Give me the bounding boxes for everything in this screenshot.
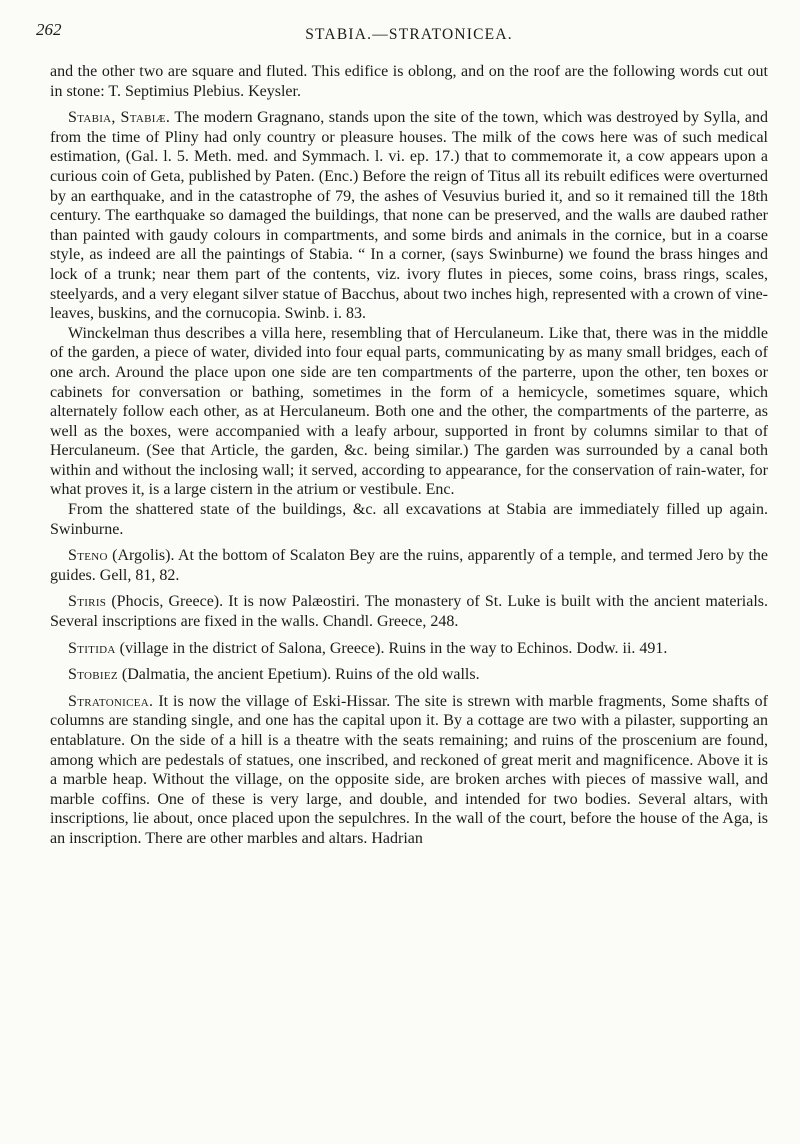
entry-text: (Dalmatia, the ancient Epetium). Ruins of the old walls. [117,666,480,684]
entry-text: (Argolis). At the bottom of Scalaton Bey are the ruins, apparently of a temple, and termed Jero by the guides. Gell, 81, 82. [50,547,768,584]
entry-headword: Stobiez [68,666,118,684]
entry-stabia [50,108,768,324]
page-number: 262 [36,20,62,39]
paragraph-text: and the other two are square and fluted. This edifice is oblong, and on the roof are the following words cut out in stone: T. Septimius Plebius. Keysler. [50,63,768,100]
entry-headword: Stratonicea. [68,692,154,710]
entry-stitida [50,639,768,659]
paragraph-text: Winckelman thus describes a villa here, resembling that of Herculaneum. Like that, there was in the middle of the garden, a piece of water, divided into four equal parts, communicating by as many small bridges, each of one arch. Around the place upon one side are ten compartments of the parterre, upon the other, ten boxes or cabinets for conversation or bathing, sometimes in the form of a hemicycle, sometimes square, which alternately follow each other, as at Herculaneum. Both one and the other, the compartments of the parterre, as well as the boxes, were accompanied with a leafy arbour, supported in front by columns similar to that of Herculaneum. (See that Article, the garden, &c. being similar.) The garden was surrounded by a canal both within and without the inclosing wall; it served, according to appearance, for the conservation of rain-water, for what proves it, is a large cistern in the atrium or vestibule. Enc. [50,324,768,499]
entry-stobiez [50,665,768,685]
entry-steno [50,546,768,585]
entry-headword: Stiris [68,593,107,611]
paragraph-shattered-state [50,500,768,539]
paragraph-winckelman [50,324,768,500]
entry-headword: Stitida [68,639,116,657]
entry-text: (village in the district of Salona, Greece). Ruins in the way to Echinos. Dodw. ii. 491. [115,639,668,657]
paragraph-continuation [50,62,768,101]
body-text [50,62,768,849]
entry-text: (Phocis, Greece). It is now Palæostiri. The monastery of St. Luke is built with the ancient materials. Several inscriptions are fixed in the walls. Chandl. Greece, 248. [50,593,768,631]
entry-stiris [50,592,768,631]
entry-text: The modern Gragnano, stands upon the site of the town, which was destroyed by Sylla, and from the time of Pliny had only country or pleasure houses. The milk of the cows here was of such medical estimation, (Gal. l. 5. Meth. med. and Symmach. l. vi. ep. 17.) that to commemorate it, a cow appears upon a curious coin of Geta, published by Paten. (Enc.) Before the reign of Titus all its rebuilt edifices were overturned by an earthquake, and in the catastrophe of 79, the ashes of Vesuvius buried it, and so it remained till the 18th century. The earthquake so damaged the buildings, that none can be preserved, and the walls are daubed rather than painted with gaudy colours in compartments, and some birds and animals in the cornice, but in a coarse style, as indeed are all the paintings of Stabia. “ In a corner, (says Swinburne) we found the brass hinges and lock of a trunk; near them part of the contents, viz. ivory flutes in pieces, some coins, brass rings, scales, steelyards, and a very elegant silver statue of Bacchus, about two inches high, represented with a crown of vine-leaves, buskins, and the cornucopia. Swinb. i. 83. [50,109,768,323]
entry-headword: Steno [68,547,108,565]
entry-stratonicea [50,692,768,849]
running-head: STABIA.—STRATONICEA. [305,26,513,43]
entry-text: It is now the village of Eski-Hissar. The site is strewn with marble fragments, Some shafts of columns are standing single, and one has the capital upon it. By a cottage are two with a pilaster, supporting an entablature. On the side of a hill is a theatre with the seats remaining; and ruins of the proscenium are found, among which are pedestals of statues, one inscribed, and reckoned of great merit and magnificence. Above it is a marble heap. Without the village, on the opposite side, are broken arches with pieces of massive wall, and marble coffins. One of these is very large, and double, and intended for two bodies. Several altars, with inscriptions, lie about, once placed upon the sepulchres. In the wall of the court, before the house of the Aga, is an inscription. There are other marbles and altars. Hadrian [50,692,768,847]
paragraph-text: From the shattered state of the buildings, &c. all excavations at Stabia are immediately filled up again. Swinburne. [50,501,768,538]
entry-headword: Stabia, Stabiæ. [68,109,171,127]
